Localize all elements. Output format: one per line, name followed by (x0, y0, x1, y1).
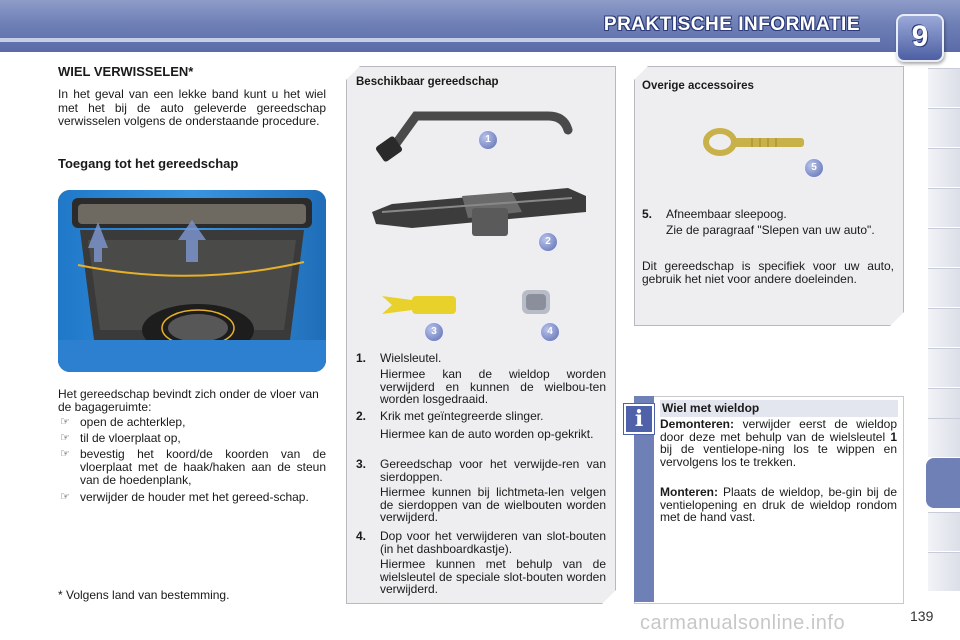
accessories-panel (634, 66, 904, 326)
trunk-photo (58, 190, 326, 372)
index-tab[interactable] (928, 418, 960, 457)
accessories-panel-title: Overige accessoires (642, 80, 754, 92)
pointer-icon: ☞ (60, 491, 70, 503)
hubcap-removal-tool-icon (382, 296, 456, 314)
towing-eye-icon (702, 122, 812, 162)
subsection-title: Toegang tot het gereedschap (58, 156, 239, 171)
list-item: ☞ open de achterklep, (60, 415, 186, 429)
chapter-title: PRAKTISCHE INFORMATIE (603, 14, 860, 35)
wheel-wrench-icon (375, 116, 568, 163)
locking-bolt-socket-icon (522, 290, 550, 314)
list-item: ☞ til de vloerplaat op, (60, 431, 181, 445)
list-item: ☞ verwijder de houder met het gereed-schap. (60, 490, 309, 504)
section-title: WIEL VERWISSELEN* (58, 64, 194, 79)
index-tab[interactable] (928, 512, 960, 551)
tool-badge-4: 4 (540, 322, 560, 342)
tool-badge-3: 3 (424, 322, 444, 342)
index-tab[interactable] (928, 68, 960, 107)
index-tab-active[interactable] (926, 458, 960, 508)
tool-item-3-desc: Hiermee kunnen bij lichtmeta-len velgen de sierdoppen van de wielbouten worden verwijderd. (380, 485, 606, 524)
accessory-item-5-desc: Zie de paragraaf "Slepen van uw auto". (666, 223, 875, 237)
footnote: * Volgens land van bestemming. (58, 588, 230, 602)
index-tab[interactable] (928, 268, 960, 307)
tool-item-1-desc: Hiermee kan de wieldop worden verwijderd en kunnen de wielbou-ten worden losgedraaid. (380, 367, 606, 406)
index-tab[interactable] (928, 108, 960, 147)
tool-item-3: 3. Gereedschap voor het verwijde-ren van sierdoppen. (356, 457, 606, 484)
info-box-title: Wiel met wieldop (660, 400, 898, 417)
info-mount-paragraph: Monteren: Plaats de wieldop, be-gin bij de ventielopening en druk de wieldop rondom met de hand vast. (660, 485, 898, 524)
info-remove-paragraph: Demonteren: verwijder eerst de wieldop door deze met behulp van de wielsleutel 1 bij de ventielope-ning los te wippen en vervolgens los te trekken. (660, 417, 897, 469)
chapter-badge (896, 14, 944, 62)
page-number: 139 (910, 608, 934, 624)
tool-badge-2: 2 (538, 232, 558, 252)
accessories-note: Dit gereedschap is specifiek voor uw auto, gebruik het niet voor andere doeleinden. (642, 259, 894, 286)
trunk-intro: Het gereedschap bevindt zich onder de vloer van de bagageruimte: (58, 387, 319, 414)
tool-item-1: 1. Wielsleutel. (356, 351, 442, 365)
index-tab[interactable] (928, 148, 960, 187)
trunk-illustration (58, 190, 326, 372)
accessory-item-5: 5. Afneembaar sleepoog. (642, 207, 787, 221)
pointer-icon: ☞ (60, 448, 70, 460)
car-jack-icon (372, 188, 586, 236)
index-tab[interactable] (928, 228, 960, 267)
tool-badge-1: 1 (478, 130, 498, 150)
chapter-number: 9 (911, 20, 929, 53)
pointer-icon: ☞ (60, 432, 70, 444)
tools-panel-title: Beschikbaar gereedschap (356, 76, 499, 88)
tool-item-2-desc: Hiermee kan de auto worden op-gekrikt. (380, 427, 594, 441)
index-tab[interactable] (928, 188, 960, 227)
index-tab[interactable] (928, 308, 960, 347)
tool-item-2: 2. Krik met geïntegreerde slinger. (356, 409, 544, 423)
header-stripe (0, 38, 880, 42)
tool-badge-5: 5 (804, 158, 824, 178)
tool-item-4-desc: Hiermee kunnen met behulp van de wielsleutel de speciale slot-bouten worden verwijderd. (380, 557, 606, 596)
intro-paragraph: In het geval van een lekke band kunt u het wiel met het bij de auto geleverde gereedschap verwisselen volgens de onderstaande procedure. (58, 87, 326, 128)
index-tab[interactable] (928, 348, 960, 387)
index-tab[interactable] (928, 552, 960, 591)
list-item: ☞ bevestig het koord/de koorden van de vloerplaat met de haak/haken aan de steun van de hoedenplank, (60, 447, 326, 487)
info-icon: i (624, 404, 654, 434)
pointer-icon: ☞ (60, 416, 70, 428)
watermark: carmanualsonline.info (640, 612, 846, 634)
tool-item-4: 4. Dop voor het verwijderen van slot-bouten (in het dashboardkastje). (356, 529, 606, 556)
